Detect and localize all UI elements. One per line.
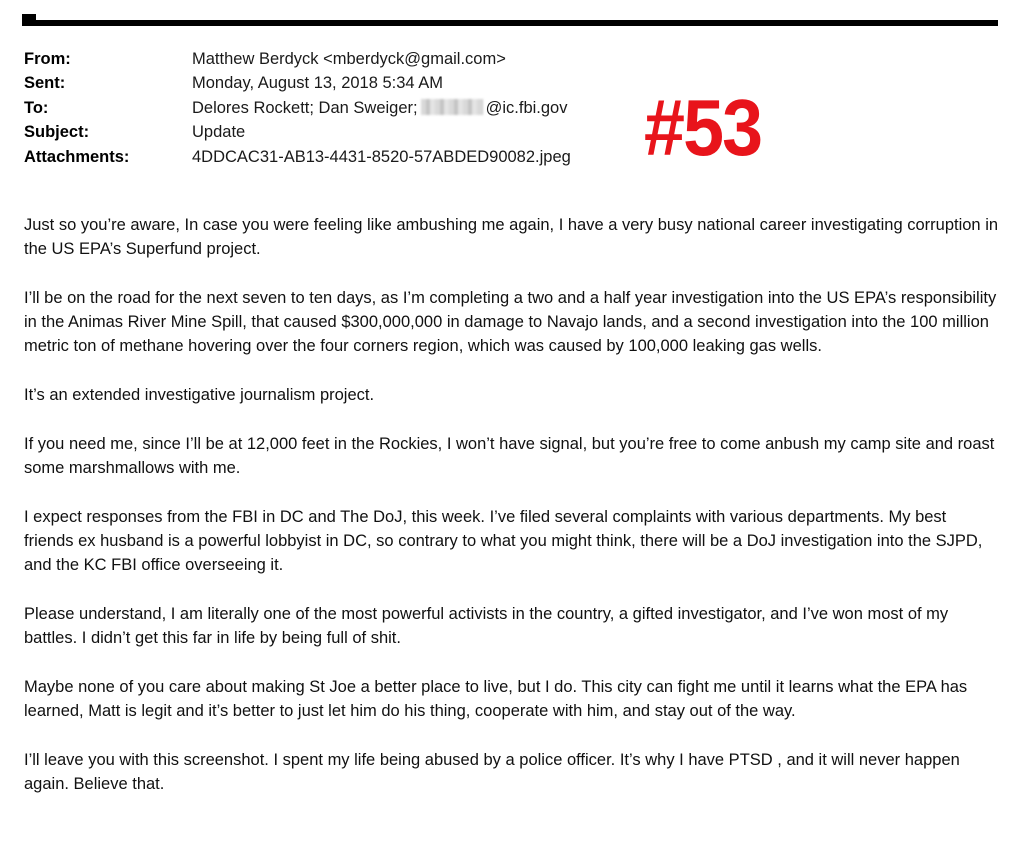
body-paragraph: If you need me, since I’ll be at 12,000 feet in the Rockies, I won’t have signal, but you’re free to come anbush my camp site and roast some marshmallows with me. [24,434,995,477]
body-paragraph: Please understand, I am literally one of the most powerful activists in the country, a gifted investigator, and I’ve won most of my battles. I didn’t get this far in life by being full of shit. [24,604,949,648]
body-paragraph: I’ll leave you with this screenshot. I spent my life being abused by a police officer. It’s why I have PTSD , and it will never happen again. Believe that. [24,750,960,793]
to-value [192,99,567,118]
sent-value: Monday, August 13, 2018 5:34 AM [192,74,444,93]
attachments-row [24,145,664,170]
body-paragraph: Maybe none of you care about making St Joe a better place to live, but I do. This city can fight me until it learns what the EPA has learned, Matt is legit and it’s better to just let him do his thing, cooperate with him, and stay out of the way. [24,677,968,720]
body-paragraph: I expect responses from the FBI in DC and The DoJ, this week. I’ve filed several complaints with various departments. My best friends ex husband is a powerful lobbyist in DC, so contrary to what you might think, there will be a DoJ investigation into the SJPD, and the KC FBI office overseeing it. [24,507,983,575]
subject-row [24,121,664,146]
attachments-label: Attachments: [24,147,130,166]
body-paragraph: Just so you’re aware, In case you were feeling like ambushing me again, I have a very busy national career investigating corruption in the US EPA’s Superfund project. [24,216,999,259]
to-value-domain: @ic.fbi.gov [485,98,568,117]
subject-value: Update [192,123,246,142]
to-label: To: [24,98,49,117]
to-row [24,96,664,121]
subject-label: Subject: [24,123,90,142]
sent-row [24,72,664,97]
sent-label: Sent: [24,74,66,93]
redacted-email-blur [421,99,483,115]
top-rule [22,20,998,26]
from-label: From: [24,49,71,68]
from-value: Matthew Berdyck <mberdyck@gmail.com> [192,49,506,68]
body-paragraph: I’ll be on the road for the next seven to ten days, as I’m completing a two and a half year investigation into the US EPA’s responsibility in the Animas River Mine Spill, that caused $300,000,000 in damage to Navajo lands, and a second investigation into the 100 million metric ton of methane hovering over the four corners region, which was caused by 100,000 leaking gas wells. [24,288,997,356]
attachments-value: 4DDCAC31-AB13-4431-8520-57ABDED90082.jpeg [192,147,571,166]
from-row [24,47,664,72]
body-paragraph: It’s an extended investigative journalism project. [24,386,375,405]
exhibit-number-stamp: #53 [644,83,762,172]
email-header [24,47,664,170]
to-value-recipients: Delores Rockett; Dan Sweiger; [192,98,418,117]
email-body [24,213,1000,820]
